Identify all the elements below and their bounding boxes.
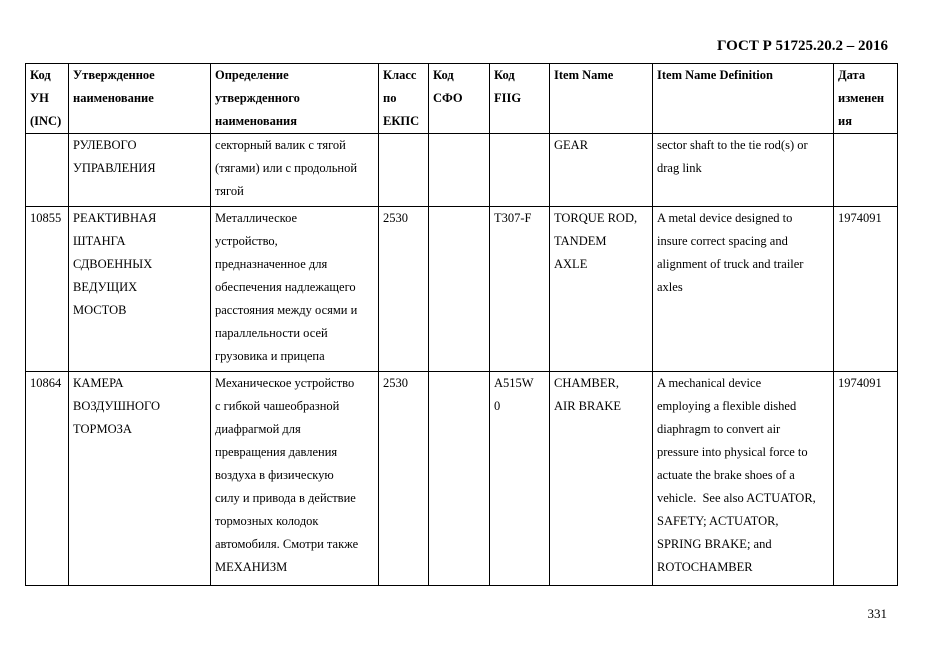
cell-line: тормозных колодок (215, 514, 319, 528)
cell-line: 1974091 (838, 376, 882, 390)
cell-line: axles (657, 280, 683, 294)
cell-line: воздуха в физическую (215, 468, 334, 482)
cell-line: 10855 (30, 211, 62, 225)
cell-line: AIR BRAKE (554, 399, 622, 413)
cell-line: Утвержденное (73, 68, 155, 82)
table-row (26, 372, 898, 586)
header-sfo-code (429, 64, 490, 134)
cell-fiig-code (490, 372, 550, 586)
cell-line: 2530 (383, 211, 408, 225)
table-header-row (26, 64, 898, 134)
cell-line: изменен (838, 91, 885, 105)
cell-line: КАМЕРА (73, 376, 124, 390)
cell-line: A metal device designed to (657, 211, 793, 225)
cell-line: превращения давления (215, 445, 338, 459)
cell-line: 1974091 (838, 211, 882, 225)
cell-line: Дата (838, 68, 866, 82)
cell-line: СДВОЕННЫХ (73, 257, 153, 271)
cell-line: A mechanical device (657, 376, 762, 390)
header-definition-ru (211, 64, 379, 134)
table-row (26, 134, 898, 207)
cell-line: наименования (215, 114, 298, 128)
cell-line: с гибкой чашеобразной (215, 399, 340, 413)
cell-line: Item Name (554, 68, 614, 82)
catalog-table (25, 63, 898, 586)
cell-class (379, 207, 429, 372)
cell-line: pressure into physical force to (657, 445, 808, 459)
cell-line: ШТАНГА (73, 234, 126, 248)
cell-line: СФО (433, 91, 463, 105)
cell-line: Металлическое (215, 211, 298, 225)
cell-change-date (834, 134, 898, 207)
cell-line: 2530 (383, 376, 408, 390)
cell-line: РУЛЕВОГО (73, 138, 137, 152)
cell-line: (INC) (30, 114, 62, 128)
cell-class (379, 134, 429, 207)
cell-line: предназначенное для (215, 257, 328, 271)
cell-item-definition (653, 372, 834, 586)
cell-line: параллельности осей (215, 326, 328, 340)
cell-approved-name (69, 134, 211, 207)
cell-line: МОСТОВ (73, 303, 127, 317)
cell-line: МЕХАНИЗМ (215, 560, 288, 574)
header-change-date (834, 64, 898, 134)
header-inc-code (26, 64, 69, 134)
cell-item-definition (653, 207, 834, 372)
cell-line: TORQUE ROD, (554, 211, 638, 225)
cell-line: ВОЗДУШНОГО (73, 399, 160, 413)
cell-fiig-code (490, 134, 550, 207)
cell-item-name (550, 134, 653, 207)
cell-line: vehicle. See also ACTUATOR, (657, 491, 816, 505)
cell-sfo-code (429, 207, 490, 372)
cell-item-name (550, 207, 653, 372)
header-class (379, 64, 429, 134)
cell-item-definition (653, 134, 834, 207)
cell-line: Код (433, 68, 454, 82)
cell-line: TANDEM (554, 234, 607, 248)
cell-line: actuate the brake shoes of a (657, 468, 795, 482)
cell-line: наименование (73, 91, 154, 105)
cell-line: тягой (215, 184, 244, 198)
cell-sfo-code (429, 134, 490, 207)
header-fiig-code (490, 64, 550, 134)
cell-sfo-code (429, 372, 490, 586)
cell-line: 10864 (30, 376, 62, 390)
cell-line: T307-F (494, 211, 532, 225)
cell-line: SAFETY; ACTUATOR, (657, 514, 779, 528)
cell-line: силу и привода в действие (215, 491, 356, 505)
header-item-definition (653, 64, 834, 134)
cell-line: Item Name Definition (657, 68, 773, 82)
cell-fiig-code (490, 207, 550, 372)
cell-line: SPRING BRAKE; and (657, 537, 772, 551)
cell-line: ROTOCHAMBER (657, 560, 753, 574)
table-row (26, 207, 898, 372)
cell-line: РЕАКТИВНАЯ (73, 211, 157, 225)
header-item-name (550, 64, 653, 134)
cell-line: drag link (657, 161, 702, 175)
cell-line: Определение (215, 68, 289, 82)
cell-line: FIIG (494, 91, 522, 105)
cell-line: утвержденного (215, 91, 300, 105)
cell-line: alignment of truck and trailer (657, 257, 804, 271)
cell-line: CHAMBER, (554, 376, 619, 390)
cell-line: диафрагмой для (215, 422, 301, 436)
cell-inc-code (26, 372, 69, 586)
cell-line: УПРАВЛЕНИЯ (73, 161, 156, 175)
cell-line: устройство, (215, 234, 278, 248)
document-header: ГОСТ Р 51725.20.2 – 2016 (716, 38, 888, 54)
cell-line: insure correct spacing and (657, 234, 788, 248)
cell-line: Класс (383, 68, 417, 82)
cell-change-date (834, 372, 898, 586)
cell-line: AXLE (554, 257, 588, 271)
cell-class (379, 372, 429, 586)
cell-line: Механическое устройство (215, 376, 355, 390)
cell-line: A515W (494, 376, 534, 390)
cell-approved-name (69, 372, 211, 586)
cell-line: 0 (494, 399, 501, 413)
cell-line: (тягами) или с продольной (215, 161, 358, 175)
cell-line: расстояния между осями и (215, 303, 358, 317)
cell-line: грузовика и прицепа (215, 349, 325, 363)
cell-line: ТОРМОЗА (73, 422, 132, 436)
cell-line: Код (494, 68, 515, 82)
cell-line: Код (30, 68, 51, 82)
cell-definition-ru (211, 134, 379, 207)
cell-line: diaphragm to convert air (657, 422, 781, 436)
cell-line: автомобиля. Смотри также (215, 537, 359, 551)
cell-line: GEAR (554, 138, 589, 152)
cell-definition-ru (211, 372, 379, 586)
cell-line: УН (30, 91, 49, 105)
cell-line: секторный валик с тягой (215, 138, 346, 152)
cell-line: ВЕДУЩИХ (73, 280, 138, 294)
cell-line: ия (838, 114, 852, 128)
cell-line: по (383, 91, 397, 105)
page-number: 331 (867, 606, 887, 621)
cell-line: обеспечения надлежащего (215, 280, 356, 294)
header-approved-name (69, 64, 211, 134)
cell-line: ЕКПС (383, 114, 420, 128)
cell-approved-name (69, 207, 211, 372)
cell-change-date (834, 207, 898, 372)
cell-definition-ru (211, 207, 379, 372)
cell-inc-code (26, 134, 69, 207)
cell-inc-code (26, 207, 69, 372)
cell-item-name (550, 372, 653, 586)
cell-line: employing a flexible dished (657, 399, 797, 413)
cell-line: sector shaft to the tie rod(s) or (657, 138, 808, 152)
